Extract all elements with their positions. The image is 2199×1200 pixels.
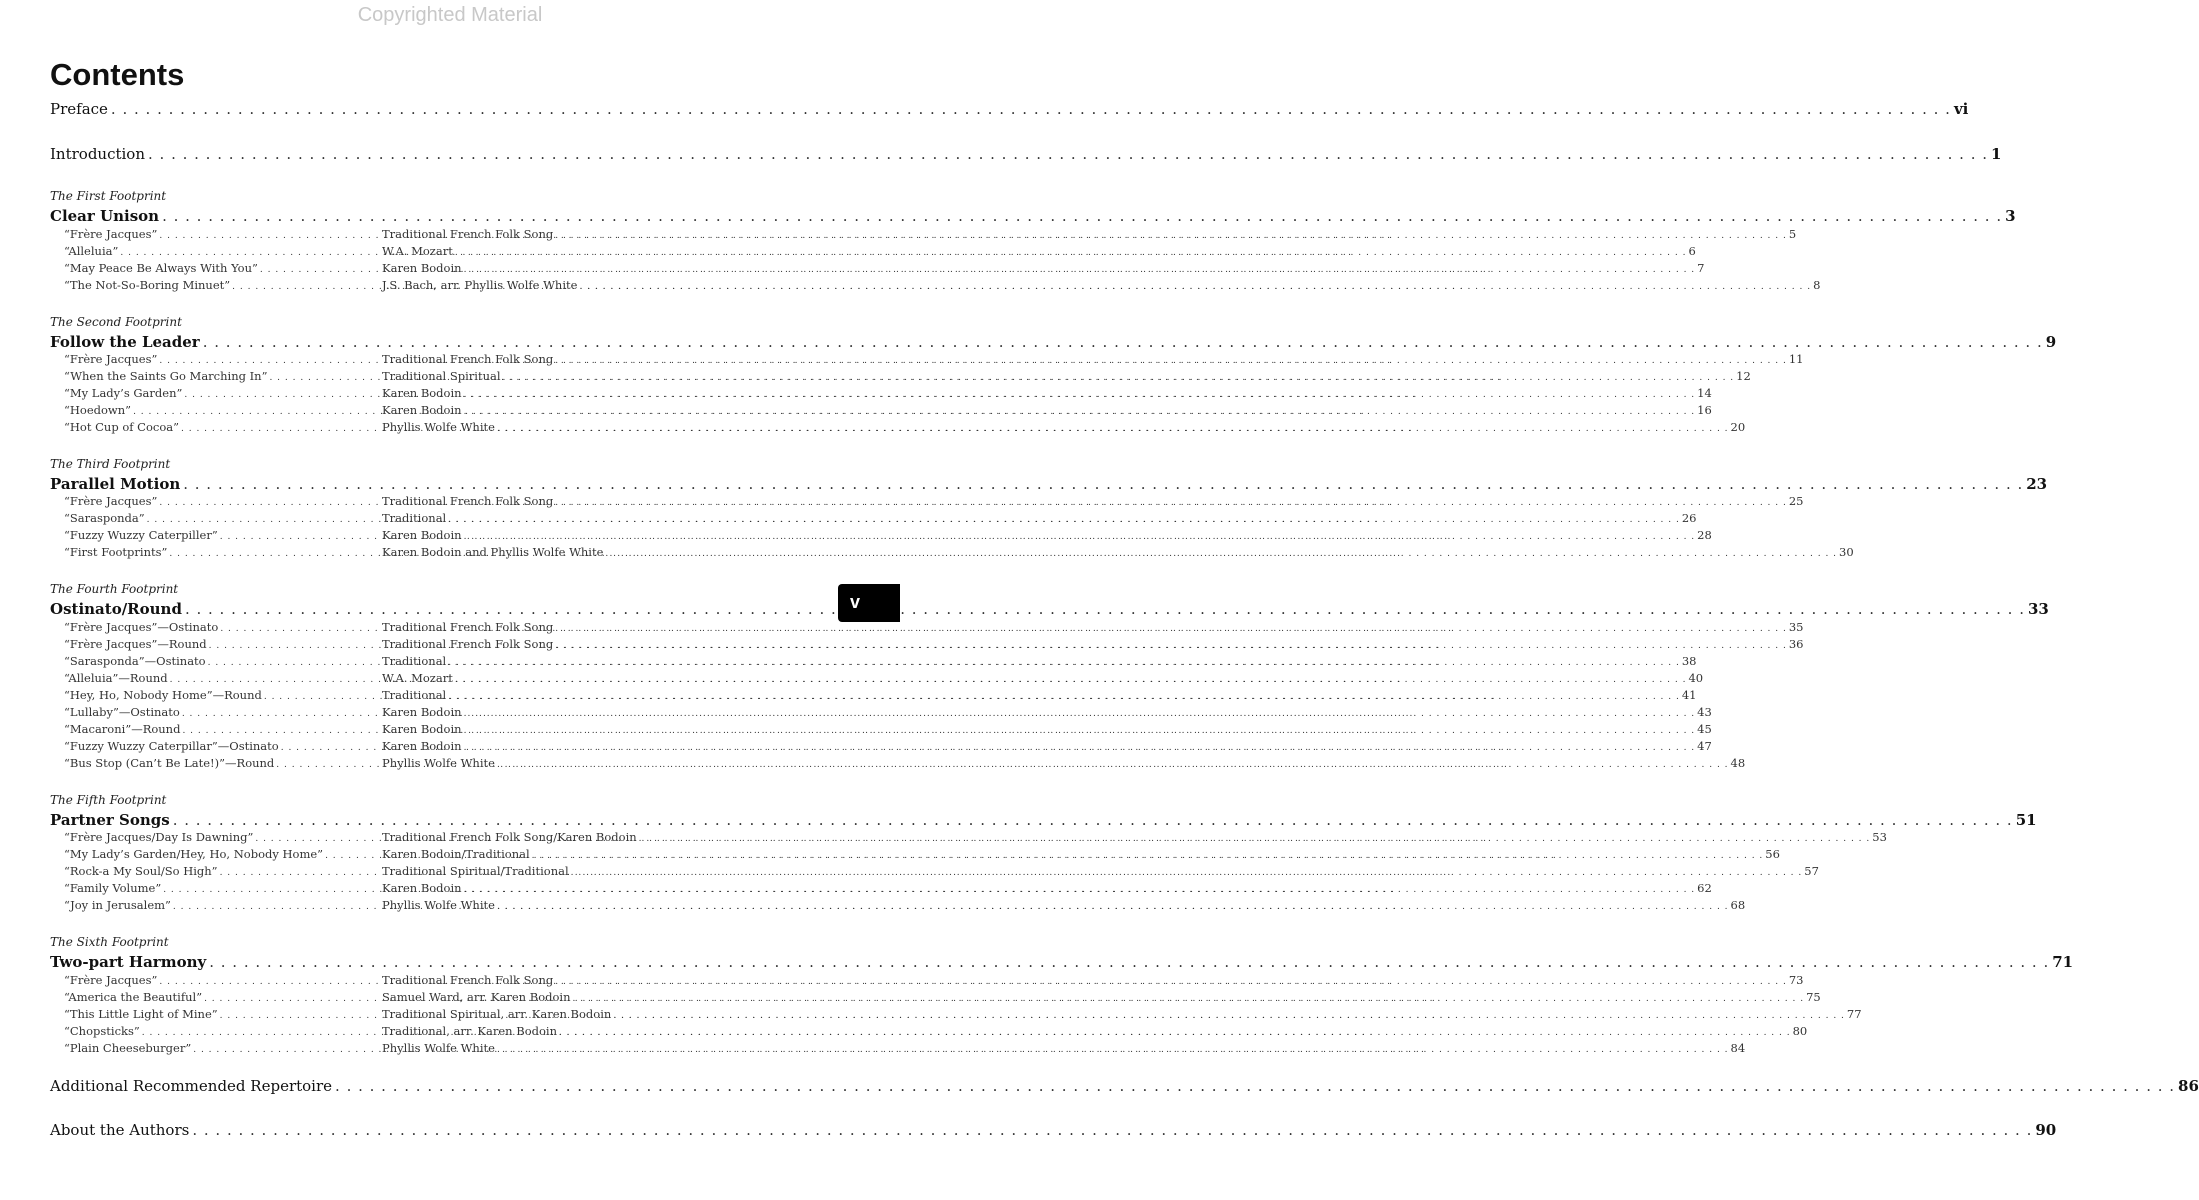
song-author: Phyllis Wolfe White — [382, 1041, 495, 1055]
song-title: “My Lady’s Garden/Hey, Ho, Nobody Home” — [64, 847, 324, 861]
song-row[interactable] — [64, 864, 1819, 878]
song-row[interactable] — [64, 847, 1780, 861]
page-number-tab — [838, 584, 900, 622]
dot-leader — [497, 760, 1729, 770]
dot-leader — [192, 1121, 2032, 1139]
chapter-page: 33 — [2027, 600, 2049, 618]
song-row[interactable] — [64, 261, 1705, 275]
song-page: 41 — [1681, 688, 1697, 702]
song-row[interactable] — [64, 637, 1804, 651]
dot-leader — [148, 145, 1988, 163]
dot-leader — [162, 207, 2002, 225]
dot-leader — [639, 834, 1871, 844]
song-title: “Bus Stop (Can’t Be Late!)”—Round — [64, 756, 275, 770]
song-title: “Frère Jacques” — [64, 973, 158, 987]
song-page: 53 — [1872, 830, 1887, 844]
dot-leader — [464, 709, 1696, 719]
song-title: “Plain Cheeseburger” — [64, 1041, 192, 1055]
song-page: 8 — [1813, 278, 1821, 292]
dot-leader — [455, 248, 1687, 258]
dot-leader — [532, 851, 1764, 861]
dot-leader — [497, 424, 1729, 434]
entry-title: Additional Recommended Repertoire — [50, 1077, 333, 1095]
song-page: 73 — [1788, 973, 1804, 987]
song-title: “Sarasponda”—Ostinato — [64, 654, 206, 668]
chapter-title: Ostinato/Round — [50, 600, 182, 618]
song-author: Phyllis Wolfe White — [382, 898, 495, 912]
song-row[interactable] — [64, 688, 1697, 702]
song-page: 57 — [1804, 864, 1819, 878]
dot-leader — [209, 953, 2049, 971]
dot-leader — [503, 373, 1735, 383]
song-page: 47 — [1697, 739, 1712, 753]
song-author: Traditional French Folk Song — [382, 620, 554, 634]
song-page: 84 — [1730, 1041, 1746, 1055]
song-row[interactable] — [64, 830, 1887, 844]
page-title: Contents — [50, 57, 185, 92]
song-title: “Sarasponda” — [64, 511, 145, 525]
page-number: v — [850, 592, 861, 612]
song-author: Samuel Ward, arr. Karen Bodoin — [382, 990, 571, 1004]
song-row[interactable] — [64, 1007, 1862, 1021]
song-row[interactable] — [64, 654, 1697, 668]
dot-leader — [183, 475, 2023, 493]
dot-leader — [464, 885, 1696, 895]
song-page: 40 — [1688, 671, 1704, 685]
toc-chapter[interactable] — [50, 475, 2048, 493]
song-row[interactable] — [64, 671, 1704, 685]
song-author: Phyllis Wolfe White — [382, 756, 495, 770]
chapter-page: 51 — [2015, 811, 2037, 829]
dot-leader — [464, 726, 1696, 736]
entry-page: vi — [1953, 100, 1969, 118]
song-title: “Alleluia”—Round — [64, 671, 168, 685]
dot-leader — [464, 265, 1696, 275]
toc-chapter[interactable] — [50, 600, 2049, 618]
song-author: Karen Bodoin — [382, 739, 462, 753]
dot-leader — [448, 658, 1680, 668]
dot-leader — [464, 390, 1696, 400]
song-author: Traditional, arr. Karen Bodoin — [382, 1024, 557, 1038]
song-page: 25 — [1788, 494, 1804, 508]
chapter-page: 23 — [2026, 475, 2048, 493]
dot-leader — [605, 549, 1837, 559]
song-row[interactable] — [64, 420, 1746, 434]
song-page: 68 — [1730, 898, 1746, 912]
song-author: J.S. Bach, arr. Phyllis Wolfe White — [382, 278, 578, 292]
entry-page: 86 — [2178, 1077, 2199, 1095]
song-row[interactable] — [64, 244, 1696, 258]
song-page: 56 — [1765, 847, 1780, 861]
footprint-label: The First Footprint — [50, 189, 167, 203]
footprint-label: The Sixth Footprint — [50, 935, 169, 949]
song-title: “Frère Jacques” — [64, 352, 158, 366]
dot-leader — [497, 1045, 1729, 1055]
entry-page: 1 — [1991, 145, 2002, 163]
song-page: 45 — [1697, 722, 1712, 736]
song-title: “Alleluia” — [64, 244, 119, 258]
song-title: “The Not-So-Boring Minuet” — [64, 278, 231, 292]
song-row[interactable] — [64, 528, 1712, 542]
song-page: 35 — [1788, 620, 1804, 634]
song-author: Traditional Spiritual/Traditional — [382, 864, 569, 878]
chapter-title: Clear Unison — [50, 207, 160, 225]
song-title: “Hot Cup of Cocoa” — [64, 420, 179, 434]
song-title: “Frère Jacques”—Round — [64, 637, 207, 651]
song-author: Karen Bodoin — [382, 403, 462, 417]
song-page: 7 — [1697, 261, 1705, 275]
song-row[interactable] — [64, 620, 1804, 634]
dot-leader — [555, 231, 1787, 241]
chapter-title: Partner Songs — [50, 811, 170, 829]
toc-chapter[interactable] — [50, 207, 2016, 225]
song-row[interactable] — [64, 881, 1712, 895]
dot-leader — [497, 902, 1729, 912]
song-row[interactable] — [64, 1041, 1746, 1055]
song-page: 75 — [1806, 990, 1821, 1004]
song-page: 77 — [1846, 1007, 1862, 1021]
song-page: 36 — [1788, 637, 1804, 651]
song-author: Traditional — [382, 511, 447, 525]
song-author: Karen Bodoin and Phyllis Wolfe White — [382, 545, 604, 559]
song-author: Karen Bodoin — [382, 722, 462, 736]
song-title: “When the Saints Go Marching In” — [64, 369, 268, 383]
song-title: “First Footprints” — [64, 545, 168, 559]
toc-entry-introduction[interactable] — [50, 145, 2002, 163]
dot-leader — [185, 600, 2025, 618]
song-page: 48 — [1730, 756, 1746, 770]
dot-leader — [555, 356, 1787, 366]
entry-title: About the Authors — [50, 1121, 190, 1139]
footprint-label: The Second Footprint — [50, 315, 182, 329]
dot-leader — [613, 1011, 1845, 1021]
song-row[interactable] — [64, 352, 1804, 366]
song-row[interactable] — [64, 278, 1821, 292]
song-title: “Hey, Ho, Nobody Home”—Round — [64, 688, 262, 702]
chapter-title: Two-part Harmony — [50, 953, 207, 971]
dot-leader — [555, 624, 1787, 634]
song-title: “Chopsticks” — [64, 1024, 140, 1038]
toc-chapter[interactable] — [50, 811, 2037, 829]
song-title: “May Peace Be Always With You” — [64, 261, 258, 275]
dot-leader — [464, 532, 1696, 542]
dot-leader — [111, 100, 1951, 118]
song-author: Traditional French Folk Song — [382, 973, 554, 987]
song-title: “Frère Jacques”—Ostinato — [64, 620, 219, 634]
toc-chapter[interactable] — [50, 953, 2074, 971]
dot-leader — [173, 811, 2013, 829]
song-row[interactable] — [64, 990, 1821, 1004]
song-author: Traditional French Folk Song — [382, 637, 554, 651]
chapter-page: 71 — [2052, 953, 2074, 971]
song-title: “Fuzzy Wuzzy Caterpiller” — [64, 528, 218, 542]
song-author: W.A. Mozart — [382, 244, 453, 258]
toc-entry-about-authors[interactable] — [50, 1121, 2057, 1139]
song-author: Karen Bodoin — [382, 386, 462, 400]
song-author: Karen Bodoin/Traditional — [382, 847, 530, 861]
song-page: 28 — [1697, 528, 1712, 542]
song-title: “Frère Jacques” — [64, 494, 158, 508]
song-page: 43 — [1697, 705, 1712, 719]
song-row[interactable] — [64, 403, 1712, 417]
song-title: “Frère Jacques/Day Is Dawning” — [64, 830, 254, 844]
song-row[interactable] — [64, 386, 1712, 400]
footprint-label: The Fourth Footprint — [50, 582, 179, 596]
song-row[interactable] — [64, 545, 1854, 559]
song-row[interactable] — [64, 511, 1697, 525]
song-row[interactable] — [64, 705, 1712, 719]
dot-leader — [555, 498, 1787, 508]
dot-leader — [464, 743, 1696, 753]
song-page: 80 — [1792, 1024, 1808, 1038]
song-row[interactable] — [64, 739, 1712, 753]
song-title: “Family Volume” — [64, 881, 162, 895]
footprint-label: The Third Footprint — [50, 457, 171, 471]
song-page: 16 — [1697, 403, 1712, 417]
song-author: Traditional Spiritual — [382, 369, 501, 383]
song-title: “Lullaby”—Ostinato — [64, 705, 180, 719]
song-title: “Frère Jacques” — [64, 227, 158, 241]
dot-leader — [203, 333, 2043, 351]
dot-leader — [559, 1028, 1791, 1038]
chapter-title: Parallel Motion — [50, 475, 181, 493]
song-row[interactable] — [64, 369, 1751, 383]
song-author: Karen Bodoin — [382, 528, 462, 542]
song-title: “Fuzzy Wuzzy Caterpillar”—Ostinato — [64, 739, 279, 753]
chapter-title: Follow the Leader — [50, 333, 200, 351]
song-title: “Macaroni”—Round — [64, 722, 181, 736]
song-author: Traditional Spiritual, arr. Karen Bodoin — [382, 1007, 612, 1021]
song-author: Traditional French Folk Song — [382, 352, 554, 366]
song-title: “My Lady’s Garden” — [64, 386, 183, 400]
song-row[interactable] — [64, 227, 1797, 241]
dot-leader — [448, 515, 1680, 525]
song-row[interactable] — [64, 722, 1712, 736]
entry-title: Preface — [50, 100, 108, 118]
song-title: “Rock-a My Soul/So High” — [64, 864, 218, 878]
song-page: 20 — [1730, 420, 1746, 434]
entry-page: 90 — [2035, 1121, 2057, 1139]
song-page: 12 — [1736, 369, 1751, 383]
dot-leader — [555, 641, 1787, 651]
song-page: 14 — [1697, 386, 1712, 400]
dot-leader — [573, 994, 1805, 1004]
song-author: Karen Bodoin — [382, 705, 462, 719]
song-author: Phyllis Wolfe White — [382, 420, 495, 434]
song-row[interactable] — [64, 973, 1804, 987]
song-page: 62 — [1697, 881, 1712, 895]
song-title: “This Little Light of Mine” — [64, 1007, 218, 1021]
song-page: 11 — [1788, 352, 1804, 366]
song-title: “America the Beautiful” — [64, 990, 203, 1004]
song-author: Traditional French Folk Song — [382, 227, 554, 241]
song-author: Traditional — [382, 688, 447, 702]
song-title: “Joy in Jerusalem” — [64, 898, 171, 912]
dot-leader — [555, 977, 1787, 987]
toc-entry-preface[interactable] — [50, 100, 1969, 118]
song-title: “Hoedown” — [64, 403, 132, 417]
dot-leader — [335, 1077, 2175, 1095]
dot-leader — [448, 692, 1680, 702]
song-author: Karen Bodoin — [382, 881, 462, 895]
song-author: Karen Bodoin — [382, 261, 462, 275]
song-author: Traditional French Folk Song/Karen Bodoin — [382, 830, 637, 844]
song-row[interactable] — [64, 756, 1746, 770]
song-row[interactable] — [64, 494, 1804, 508]
footprint-label: The Fifth Footprint — [50, 793, 167, 807]
dot-leader — [579, 282, 1811, 292]
watermark: Copyrighted Material — [357, 4, 543, 26]
entry-title: Introduction — [50, 145, 145, 163]
song-author: W.A. Mozart — [382, 671, 453, 685]
dot-leader — [571, 868, 1803, 878]
dot-leader — [464, 407, 1696, 417]
song-row[interactable] — [64, 1024, 1808, 1038]
toc-entry-additional-repertoire[interactable] — [50, 1077, 2199, 1095]
song-page: 6 — [1688, 244, 1696, 258]
song-row[interactable] — [64, 898, 1746, 912]
song-page: 5 — [1788, 227, 1797, 241]
song-page: 38 — [1681, 654, 1697, 668]
song-author: Traditional — [382, 654, 447, 668]
song-author: Traditional French Folk Song — [382, 494, 554, 508]
chapter-page: 9 — [2045, 333, 2057, 351]
toc-chapter[interactable] — [50, 333, 2057, 351]
dot-leader — [455, 675, 1687, 685]
song-page: 26 — [1681, 511, 1697, 525]
song-page: 30 — [1839, 545, 1854, 559]
chapter-page: 3 — [2005, 207, 2016, 225]
